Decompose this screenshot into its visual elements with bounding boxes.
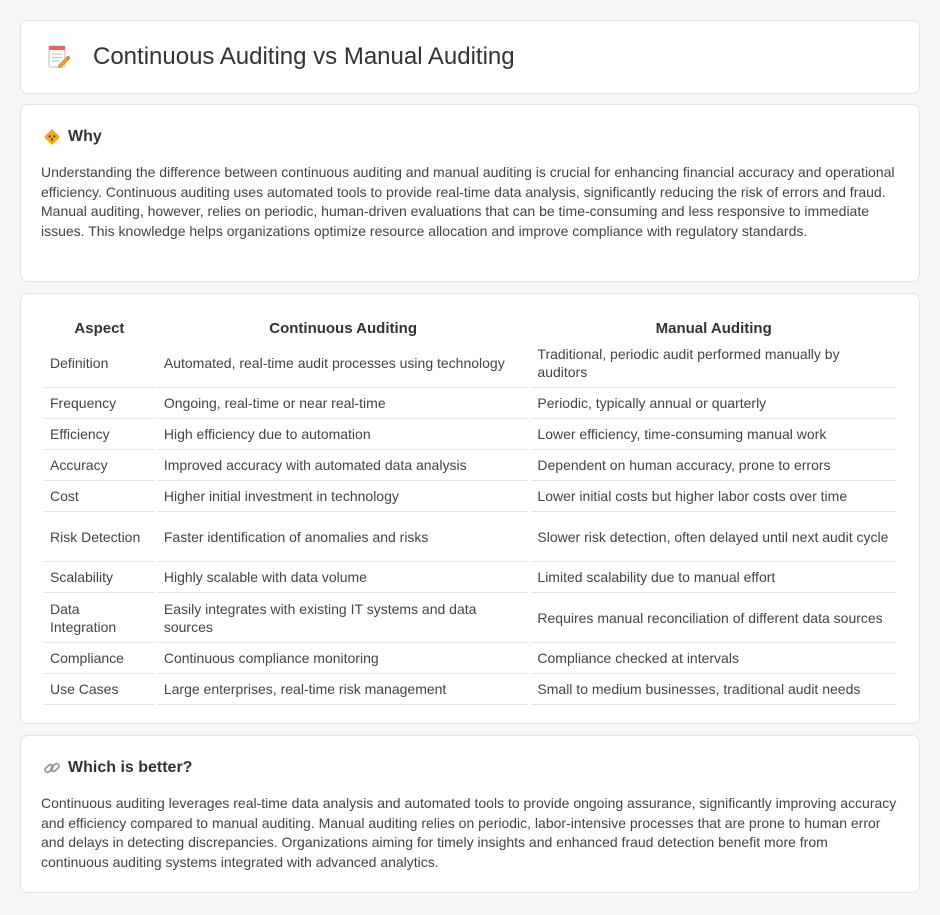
- aspect-cell: Cost: [44, 481, 155, 512]
- better-card: [20, 735, 920, 893]
- better-body: Continuous auditing leverages real-time data analysis and automated tools to provide ongoing assurance, significantly improving accuracy and efficiency compared to manual auditing. Manual auditing relies on periodic, labor-intensive processes that are prone to human error and delays in detecting discrepancies. Organizations aiming for timely insights and enhanced fraud detection benefit more from continuous auditing systems integrated with advanced analytics.: [41, 795, 897, 870]
- better-header: [21, 736, 919, 778]
- manual-cell: Lower efficiency, time-consuming manual work: [531, 419, 896, 450]
- table-row: [44, 512, 896, 562]
- aspect-cell: Definition: [44, 338, 155, 388]
- manual-cell: Dependent on human accuracy, prone to errors: [531, 450, 896, 481]
- title-card: [20, 20, 920, 94]
- aspect-cell: Data Integration: [44, 593, 155, 643]
- aspect-cell: Compliance: [44, 643, 155, 674]
- table-row: [44, 593, 896, 643]
- table-row: [44, 388, 896, 419]
- why-card: [20, 104, 920, 282]
- continuous-cell: Easily integrates with existing IT systems and data sources: [158, 593, 529, 643]
- manual-cell: Traditional, periodic audit performed manually by auditors: [531, 338, 896, 388]
- header-continuous: Continuous Auditing: [269, 319, 417, 337]
- table-row: [44, 419, 896, 450]
- aspect-cell: Efficiency: [44, 419, 155, 450]
- continuous-cell: Automated, real-time audit processes using technology: [158, 338, 529, 388]
- continuous-cell: Faster identification of anomalies and risks: [158, 512, 529, 562]
- why-heading: Why: [68, 128, 102, 145]
- why-body: Understanding the difference between continuous auditing and manual auditing is crucial for enhancing financial accuracy and operational efficiency. Continuous auditing uses automated tools to provide real-time data analysis, significantly reducing the risk of errors and fraud. Manual auditing, however, relies on periodic, human-driven evaluations that can be time-consuming and less responsive to immediate issues. This knowledge helps organizations optimize resource allocation and improve compliance with regulatory standards.: [41, 164, 895, 239]
- comparison-table: [41, 314, 899, 705]
- better-heading: Which is better?: [68, 759, 193, 776]
- table-row: [44, 481, 896, 512]
- aspect-cell: Accuracy: [44, 450, 155, 481]
- title-row: [21, 21, 919, 93]
- table-row: [44, 643, 896, 674]
- continuous-cell: Continuous compliance monitoring: [158, 643, 529, 674]
- table-row: [44, 562, 896, 593]
- continuous-cell: Higher initial investment in technology: [158, 481, 529, 512]
- manual-cell: Periodic, typically annual or quarterly: [531, 388, 896, 419]
- manual-cell: Limited scalability due to manual effort: [531, 562, 896, 593]
- header-manual: Manual Auditing: [655, 319, 772, 337]
- aspect-cell: Scalability: [44, 562, 155, 593]
- header-aspect: Aspect: [74, 319, 125, 337]
- manual-cell: Slower risk detection, often delayed until next audit cycle: [531, 512, 896, 562]
- manual-cell: Lower initial costs but higher labor costs over time: [531, 481, 896, 512]
- why-header: [21, 105, 919, 147]
- comparison-card: [20, 293, 920, 724]
- aspect-cell: Frequency: [44, 388, 155, 419]
- continuous-cell: Large enterprises, real-time risk management: [158, 674, 529, 705]
- manual-cell: Small to medium businesses, traditional audit needs: [531, 674, 896, 705]
- diamond-warning-icon: [43, 128, 61, 146]
- table-row: [44, 338, 896, 388]
- link-icon: [43, 759, 61, 777]
- aspect-cell: Use Cases: [44, 674, 155, 705]
- continuous-cell: Improved accuracy with automated data analysis: [158, 450, 529, 481]
- table-row: [44, 674, 896, 705]
- aspect-cell: Risk Detection: [44, 512, 155, 562]
- manual-cell: Compliance checked at intervals: [531, 643, 896, 674]
- table-header-row: [44, 314, 896, 338]
- page-title: Continuous Auditing vs Manual Auditing: [93, 43, 515, 70]
- continuous-cell: High efficiency due to automation: [158, 419, 529, 450]
- manual-cell: Requires manual reconciliation of different data sources: [531, 593, 896, 643]
- continuous-cell: Highly scalable with data volume: [158, 562, 529, 593]
- notepad-pencil-icon: [47, 44, 71, 70]
- table-row: [44, 450, 896, 481]
- continuous-cell: Ongoing, real-time or near real-time: [158, 388, 529, 419]
